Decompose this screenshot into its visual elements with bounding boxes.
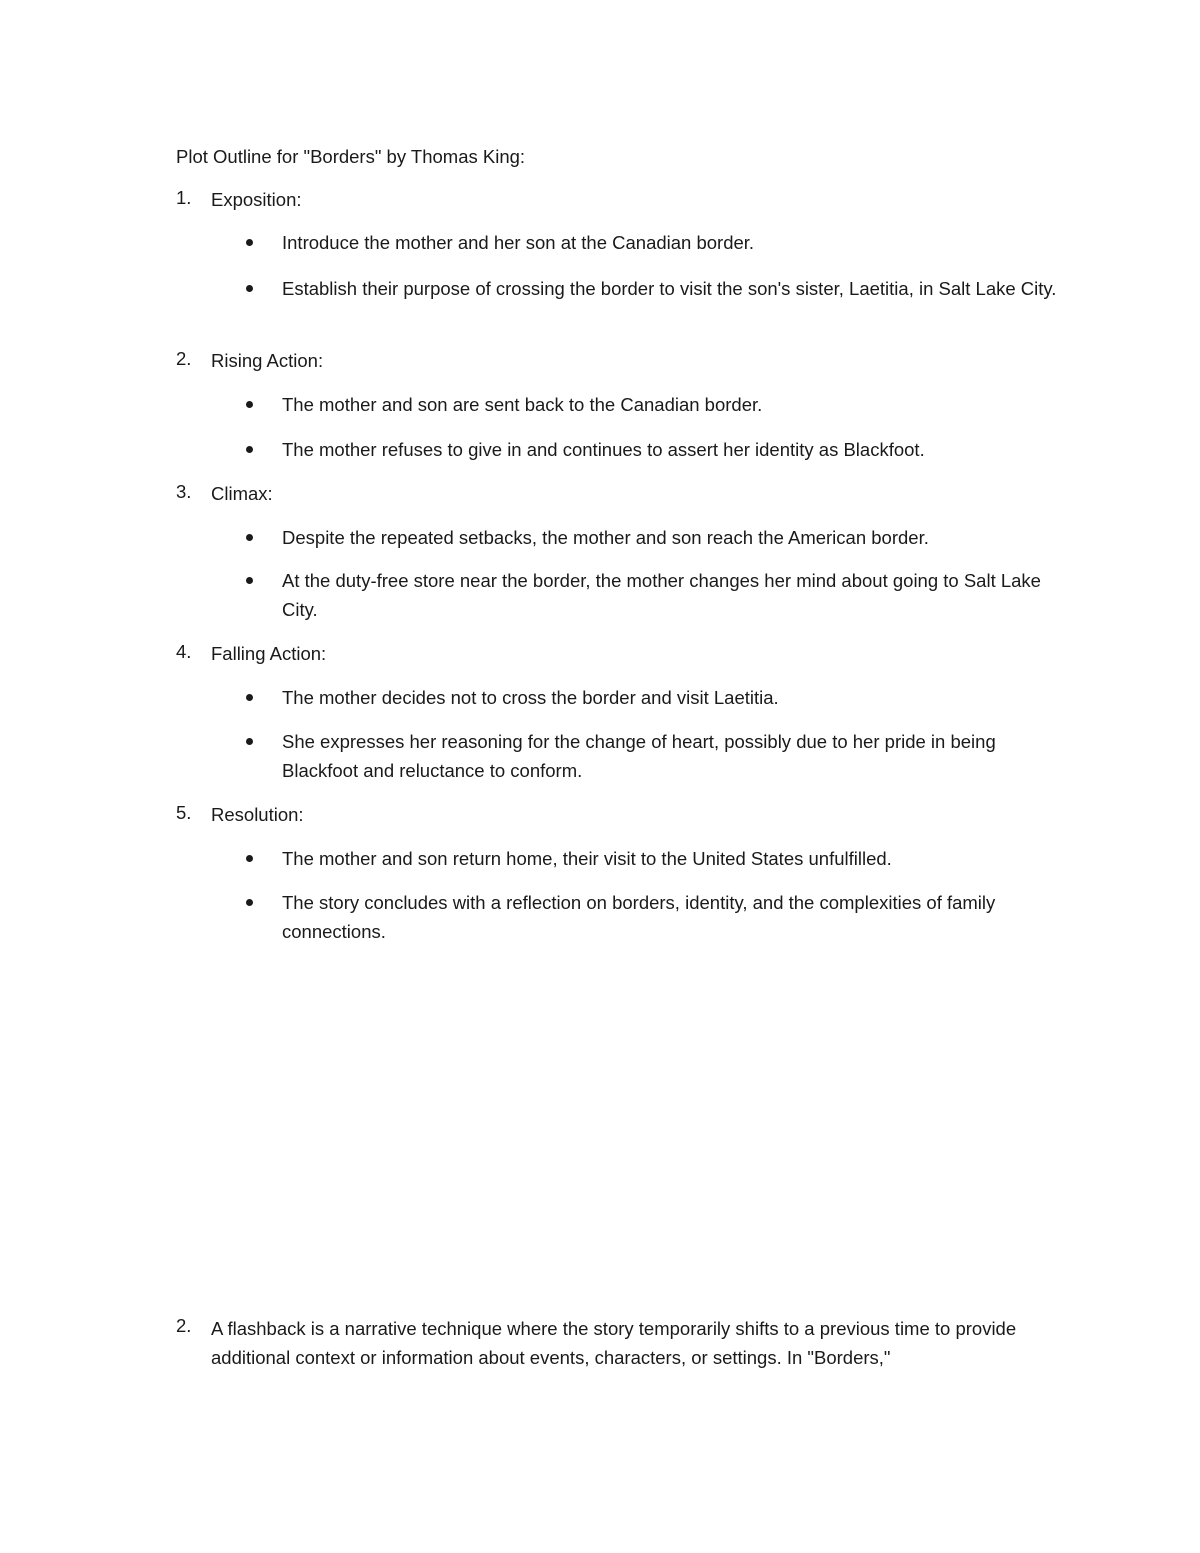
section-number: 2. — [176, 348, 192, 369]
document-title: Plot Outline for "Borders" by Thomas King: — [176, 146, 526, 167]
bullet-icon — [246, 446, 253, 453]
list-item: The mother and son are sent back to the Canadian border. — [282, 394, 763, 415]
bullet-icon — [246, 577, 253, 584]
section-heading-rising-action: Rising Action: — [211, 350, 324, 371]
section-number: 4. — [176, 641, 192, 662]
list-item: The mother decides not to cross the border and visit Laetitia. — [282, 687, 779, 708]
bullet-icon — [246, 534, 253, 541]
list-item: The story concludes with a reflection on borders, identity, and the complexities of family connections. — [282, 892, 996, 942]
list-item: The mother and son return home, their visit to the United States unfulfilled. — [282, 848, 892, 869]
bullet-icon — [246, 285, 253, 292]
section-number: 1. — [176, 187, 192, 208]
list-item: Establish their purpose of crossing the border to visit the son's sister, Laetitia, in Salt Lake City. — [282, 278, 1057, 299]
bullet-icon — [246, 899, 253, 906]
section-number: 3. — [176, 481, 192, 502]
list-item: Despite the repeated setbacks, the mother and son reach the American border. — [282, 527, 929, 548]
section-heading-climax: Climax: — [211, 483, 273, 504]
flashback-number: 2. — [176, 1315, 192, 1336]
section-heading-exposition: Exposition: — [211, 189, 302, 210]
bullet-icon — [246, 855, 253, 862]
list-item: She expresses her reasoning for the change of heart, possibly due to her pride in being Blackfoot and reluctance to conform. — [282, 731, 996, 781]
section-number: 5. — [176, 802, 192, 823]
bullet-icon — [246, 401, 253, 408]
flashback-paragraph: A flashback is a narrative technique where the story temporarily shifts to a previous time to provide additional context or information about events, characters, or settings. In "Borders," — [211, 1318, 1017, 1368]
bullet-icon — [246, 694, 253, 701]
section-heading-resolution: Resolution: — [211, 804, 304, 825]
bullet-icon — [246, 738, 253, 745]
list-item: Introduce the mother and her son at the Canadian border. — [282, 232, 755, 253]
section-heading-falling-action: Falling Action: — [211, 643, 327, 664]
list-item: The mother refuses to give in and continues to assert her identity as Blackfoot. — [282, 439, 925, 460]
bullet-icon — [246, 239, 253, 246]
list-item: At the duty-free store near the border, the mother changes her mind about going to Salt Lake City. — [282, 570, 1041, 620]
